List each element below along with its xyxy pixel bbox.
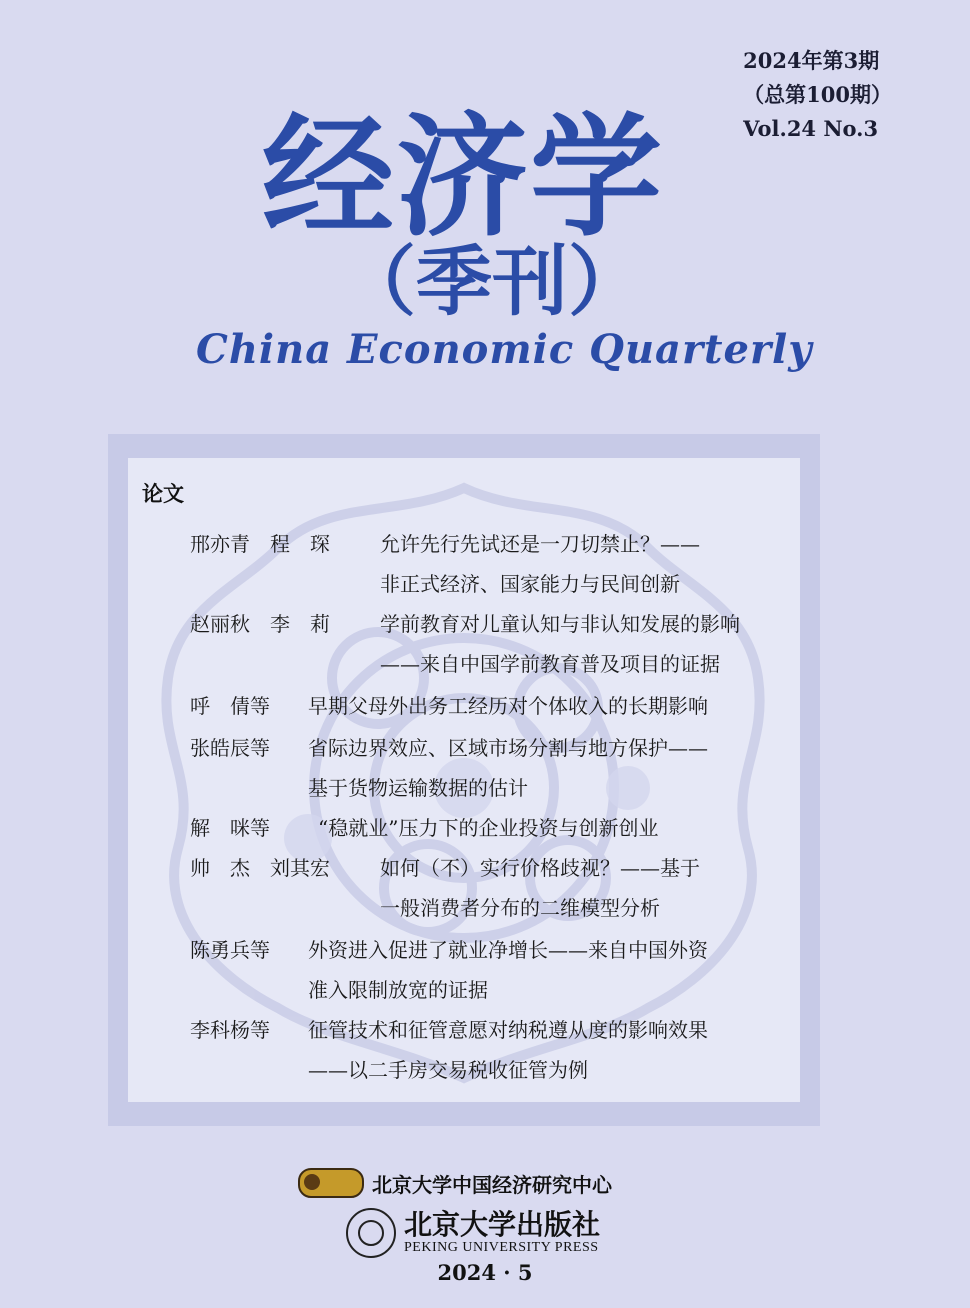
toc-title: 基于货物运输数据的估计: [308, 776, 528, 800]
ccer-logo-icon: [298, 1168, 364, 1198]
toc-title: “稳就业”压力下的企业投资与创新创业: [318, 816, 659, 840]
toc-title: ——以二手房交易税收征管为例: [308, 1058, 588, 1082]
toc-title: 非正式经济、国家能力与民间创新: [380, 572, 680, 596]
toc-title: 学前教育对儿童认知与非认知发展的影响: [380, 612, 740, 636]
toc-title: 准入限制放宽的证据: [308, 978, 488, 1002]
toc-author: 解 咪等: [190, 816, 270, 840]
toc-title: 征管技术和征管意愿对纳税遵从度的影响效果: [308, 1018, 708, 1042]
toc-author: 邢亦青 程 琛: [190, 532, 330, 556]
toc-title: 允许先行先试还是一刀切禁止？——: [380, 532, 700, 556]
journal-title-cn: 经济学: [262, 101, 664, 255]
toc-title: 早期父母外出务工经历对个体收入的长期影响: [308, 694, 708, 718]
pku-press-name-cn: 北京大学出版社: [404, 1208, 601, 1241]
toc-author: 帅 杰 刘其宏: [190, 856, 330, 880]
journal-subtitle-cn: （季刊）: [340, 237, 644, 326]
journal-title-en: China Economic Quarterly: [196, 326, 813, 373]
toc-author: 李科杨等: [190, 1018, 270, 1042]
publication-date: 2024 · 5: [437, 1260, 533, 1285]
issue-volume: Vol.24 No.3: [743, 116, 879, 141]
ccer-name: 北京大学中国经济研究中心: [372, 1172, 612, 1197]
toc-author: 张皓辰等: [190, 736, 270, 760]
issue-total: （总第100期）: [743, 82, 892, 107]
toc-author: 陈勇兵等: [190, 938, 270, 962]
toc-title: ——来自中国学前教育普及项目的证据: [380, 652, 720, 676]
toc-title: 一般消费者分布的二维模型分析: [380, 896, 660, 920]
ccer-logo: [298, 1168, 612, 1198]
toc-author: 赵丽秋 李 莉: [190, 612, 330, 636]
pku-press-logo: [346, 1208, 600, 1258]
toc-title: 外资进入促进了就业净增长——来自中国外资: [308, 938, 708, 962]
issue-number: 2024年第3期: [743, 48, 880, 73]
pku-press-name-en: PEKING UNIVERSITY PRESS: [404, 1240, 599, 1255]
pku-press-text: [404, 1210, 600, 1256]
toc-title: 如何（不）实行价格歧视？——基于: [380, 856, 700, 880]
pku-seal-icon: [346, 1208, 396, 1258]
toc-title: 省际边界效应、区域市场分割与地方保护——: [308, 736, 708, 760]
toc-author: 呼 倩等: [190, 694, 270, 718]
issue-info: [743, 44, 892, 146]
section-label-papers: 论文: [142, 482, 184, 506]
